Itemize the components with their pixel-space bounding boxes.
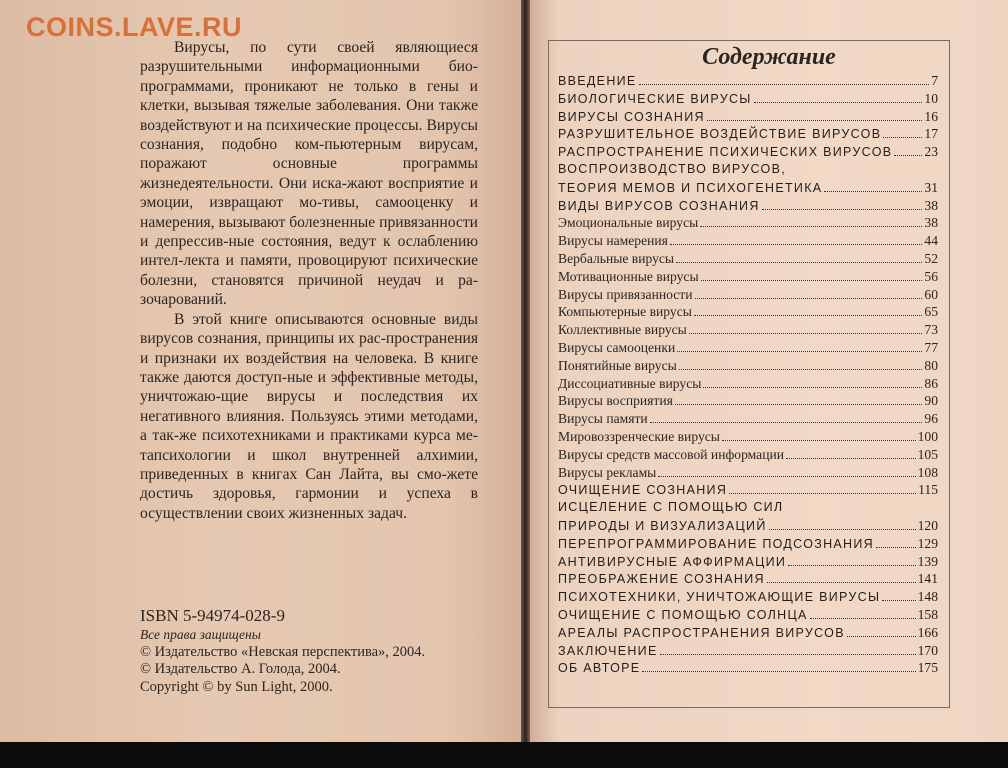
toc-entry bbox=[558, 554, 938, 572]
toc-entry bbox=[558, 393, 938, 411]
toc-entry-page: 60 bbox=[924, 286, 938, 302]
toc-leader-dots bbox=[767, 582, 916, 583]
annotation-text bbox=[140, 38, 478, 523]
toc-entry-label: АНТИВИРУСНЫЕ АФФИРМАЦИИ bbox=[558, 554, 787, 569]
toc-entry-label: ВВЕДЕНИЕ bbox=[558, 74, 637, 88]
toc-leader-dots bbox=[679, 369, 923, 370]
toc-entry bbox=[558, 109, 938, 127]
toc-entry-page: 65 bbox=[924, 304, 938, 320]
toc-entry-label: ВИРУСЫ СОЗНАНИЯ bbox=[558, 109, 705, 124]
toc-entry-page: 38 bbox=[924, 215, 938, 231]
toc-entry-label: Вербальные вирусы bbox=[558, 250, 675, 266]
toc-entry bbox=[558, 322, 938, 340]
toc-entry bbox=[558, 304, 938, 322]
toc-entry-label: АРЕАЛЫ РАСПРОСТРАНЕНИЯ ВИРУСОВ bbox=[558, 625, 845, 640]
toc-leader-dots bbox=[703, 387, 922, 388]
toc-entry-label: ПСИХОТЕХНИКИ, УНИЧТОЖАЮЩИЕ ВИРУСЫ bbox=[558, 590, 881, 605]
toc-entry-page: 7 bbox=[931, 73, 938, 88]
toc-entry-label: Эмоциональные вирусы bbox=[558, 215, 699, 231]
toc-entry-page: 175 bbox=[917, 660, 938, 676]
toc-entry-page: 139 bbox=[917, 553, 938, 569]
toc-entry-page: 56 bbox=[924, 268, 938, 284]
toc-entry-label: ОБ АВТОРЕ bbox=[558, 661, 641, 676]
toc-entry-label: ЗАКЛЮЧЕНИЕ bbox=[558, 643, 658, 658]
toc-entry-page: 38 bbox=[924, 197, 938, 213]
toc-entry-page: 52 bbox=[924, 250, 938, 266]
toc-entry bbox=[558, 162, 938, 180]
toc-leader-dots bbox=[762, 209, 923, 210]
toc-entry-page: 170 bbox=[917, 642, 938, 658]
toc-entry-page: 105 bbox=[917, 446, 938, 462]
toc-entry bbox=[558, 500, 938, 518]
toc-leader-dots bbox=[658, 476, 915, 477]
toc-entry-page: 17 bbox=[924, 126, 938, 142]
toc-entry bbox=[558, 73, 938, 91]
toc-entry-label: Вирусы самооценки bbox=[558, 339, 676, 355]
watermark: COINS.LAVE.RU bbox=[26, 12, 243, 42]
toc-leader-dots bbox=[810, 618, 916, 619]
toc-entry bbox=[558, 91, 938, 109]
toc-entry-label: ВИДЫ ВИРУСОВ СОЗНАНИЯ bbox=[558, 198, 760, 213]
toc-entry bbox=[558, 625, 938, 643]
toc-leader-dots bbox=[883, 137, 922, 138]
toc-entry bbox=[558, 269, 938, 287]
toc-entry bbox=[558, 465, 938, 483]
toc-leader-dots bbox=[786, 458, 916, 459]
toc-entry-page: 86 bbox=[924, 375, 938, 391]
toc-leader-dots bbox=[769, 529, 916, 530]
toc-entry bbox=[558, 180, 938, 198]
toc-entry-page: 96 bbox=[924, 411, 938, 427]
toc-entry bbox=[558, 643, 938, 661]
toc-leader-dots bbox=[729, 493, 916, 494]
toc-entry-label: ВОСПРОИЗВОДСТВО ВИРУСОВ, bbox=[558, 161, 786, 176]
imprint bbox=[140, 606, 500, 696]
toc-leader-dots bbox=[707, 120, 923, 121]
toc-leader-dots bbox=[894, 155, 922, 156]
toc-leader-dots bbox=[722, 440, 916, 441]
toc-entry-label: ПРЕОБРАЖЕНИЕ СОЗНАНИЯ bbox=[558, 572, 765, 587]
copyright-line: Copyright © by Sun Light, 2000. bbox=[140, 678, 333, 695]
toc-entry-page: 148 bbox=[917, 589, 938, 605]
copyright-line: © Издательство «Невская перспектива», 2004. bbox=[140, 643, 426, 660]
toc-entry-label: ТЕОРИЯ МЕМОВ И ПСИХОГЕНЕТИКА bbox=[558, 180, 823, 195]
toc-leader-dots bbox=[642, 671, 915, 672]
toc-leader-dots bbox=[677, 351, 922, 352]
toc-entry bbox=[558, 447, 938, 465]
toc-leader-dots bbox=[639, 84, 930, 85]
toc-entry-label: Вирусы средств массовой информации bbox=[558, 446, 785, 462]
toc-entry bbox=[558, 144, 938, 162]
toc-entry-label: Диссоциативные вирусы bbox=[558, 375, 702, 391]
toc-entry bbox=[558, 287, 938, 305]
toc-entry bbox=[558, 660, 938, 678]
toc-entry bbox=[558, 429, 938, 447]
toc-entry-label: Вирусы рекламы bbox=[558, 464, 657, 480]
toc-entry-label: Мировоззренческие вирусы bbox=[558, 428, 720, 444]
toc-entry-label: Понятийные вирусы bbox=[558, 357, 677, 373]
toc-leader-dots bbox=[847, 636, 916, 637]
toc-entry-page: 80 bbox=[924, 357, 938, 373]
toc-entry-label: Вирусы восприятия bbox=[558, 393, 673, 409]
toc-entry-page: 90 bbox=[924, 393, 938, 409]
toc-entry-page: 16 bbox=[924, 108, 938, 124]
table-of-contents bbox=[558, 73, 938, 678]
toc-entry-label: Вирусы памяти bbox=[558, 411, 648, 427]
toc-entry-label: ПРИРОДЫ И ВИЗУАЛИЗАЦИЙ bbox=[558, 518, 767, 533]
toc-entry-page: 10 bbox=[924, 90, 938, 106]
toc-leader-dots bbox=[882, 600, 915, 601]
toc-entry-page: 100 bbox=[917, 428, 938, 444]
toc-entry-page: 31 bbox=[924, 179, 938, 195]
toc-leader-dots bbox=[670, 244, 923, 245]
toc-entry bbox=[558, 376, 938, 394]
toc-leader-dots bbox=[701, 280, 923, 281]
toc-entry bbox=[558, 251, 938, 269]
toc-leader-dots bbox=[694, 315, 923, 316]
toc-entry bbox=[558, 589, 938, 607]
toc-entry bbox=[558, 126, 938, 144]
toc-entry-label: ИСЦЕЛЕНИЕ С ПОМОЩЬЮ СИЛ bbox=[558, 500, 784, 515]
paragraph: В этой книге описываются основные виды вирусов сознания, принципы их рас-пространения и признаки их воздействия на человека. В книге также даются доступ-ные и эффективные методы, уничтожаю-щие вирусы и последствия их негативного влияния. Пользуясь этими методами, а так-же психотехниками и практиками курса ме-тапсихологии и школ внутренней алхимии, приведенных в книгах Сан Лайта, вы смо-жете достичь здоровья, гармонии и успеха в осуществлении своих жизненных задач. bbox=[140, 310, 478, 522]
toc-leader-dots bbox=[824, 191, 922, 192]
toc-entry bbox=[558, 482, 938, 500]
toc-entry bbox=[558, 571, 938, 589]
toc-entry-page: 129 bbox=[917, 535, 938, 551]
toc-entry-page: 108 bbox=[917, 464, 938, 480]
copyright-line: © Издательство А. Голода, 2004. bbox=[140, 661, 341, 677]
toc-entry bbox=[558, 340, 938, 358]
toc-entry-page: 166 bbox=[917, 624, 938, 640]
toc-leader-dots bbox=[675, 404, 923, 405]
toc-entry bbox=[558, 233, 938, 251]
toc-entry-label: Вирусы привязанности bbox=[558, 286, 693, 302]
toc-leader-dots bbox=[788, 565, 915, 566]
toc-leader-dots bbox=[660, 654, 916, 655]
toc-entry-page: 44 bbox=[924, 233, 938, 249]
toc-entry-label: РАЗРУШИТЕЛЬНОЕ ВОЗДЕЙСТВИЕ ВИРУСОВ bbox=[558, 127, 882, 142]
toc-entry-label: ОЧИЩЕНИЕ СОЗНАНИЯ bbox=[558, 483, 728, 498]
toc-entry bbox=[558, 518, 938, 536]
toc-entry-label: БИОЛОГИЧЕСКИЕ ВИРУСЫ bbox=[558, 91, 752, 106]
toc-entry-page: 120 bbox=[917, 517, 938, 533]
toc-entry-label: ПЕРЕПРОГРАММИРОВАНИЕ ПОДСОЗНАНИЯ bbox=[558, 536, 874, 551]
rights-notice: Все права защищены bbox=[140, 627, 261, 642]
toc-entry bbox=[558, 358, 938, 376]
isbn: ISBN 5-94974-028-9 bbox=[140, 606, 285, 625]
toc-entry-page: 115 bbox=[918, 482, 938, 498]
toc-entry-label: Компьютерные вирусы bbox=[558, 304, 692, 320]
toc-entry-label: ОЧИЩЕНИЕ С ПОМОЩЬЮ СОЛНЦА bbox=[558, 607, 808, 622]
toc-entry-page: 23 bbox=[924, 144, 938, 160]
toc-entry-page: 158 bbox=[917, 606, 938, 622]
book-spine bbox=[521, 0, 530, 742]
toc-leader-dots bbox=[876, 547, 916, 548]
toc-entry bbox=[558, 607, 938, 625]
toc-entry-page: 141 bbox=[917, 571, 938, 587]
toc-entry-label: Коллективные вирусы bbox=[558, 322, 687, 338]
toc-entry-page: 73 bbox=[924, 322, 938, 338]
toc-entry-page: 77 bbox=[924, 339, 938, 355]
scan-background bbox=[0, 742, 1008, 768]
toc-leader-dots bbox=[689, 333, 923, 334]
toc-entry bbox=[558, 411, 938, 429]
toc-leader-dots bbox=[650, 422, 923, 423]
toc-leader-dots bbox=[695, 298, 923, 299]
toc-leader-dots bbox=[676, 262, 922, 263]
toc-entry bbox=[558, 198, 938, 216]
paragraph: Вирусы, по сути своей являющиеся разрушительными информационными био-программами, проникают не только в гены и клетки, вызывая тяжелые заболевания. Они также воздействуют и на психические процессы. Вирусы сознания, подобно ком-пьютерным вирусам, поражают основные программы жизнедеятельности. Они иска-жают восприятие и эмоции, извращают мо-тивы, самооценку и намерения, вызывают болезненные привязанности и депрессив-ные состояния, ведут к ослаблению интел-лекта и памяти, провоцируют психические болезни, становятся причиной неудач и ра-зочарований. bbox=[140, 39, 478, 309]
toc-leader-dots bbox=[700, 226, 922, 227]
toc-entry bbox=[558, 215, 938, 233]
toc-title: Содержание bbox=[702, 44, 836, 70]
toc-entry bbox=[558, 536, 938, 554]
toc-entry-label: Мотивационные вирусы bbox=[558, 268, 699, 284]
toc-entry-label: Вирусы намерения bbox=[558, 233, 668, 249]
toc-entry-label: РАСПРОСТРАНЕНИЕ ПСИХИЧЕСКИХ ВИРУСОВ bbox=[558, 145, 893, 160]
toc-leader-dots bbox=[754, 102, 923, 103]
